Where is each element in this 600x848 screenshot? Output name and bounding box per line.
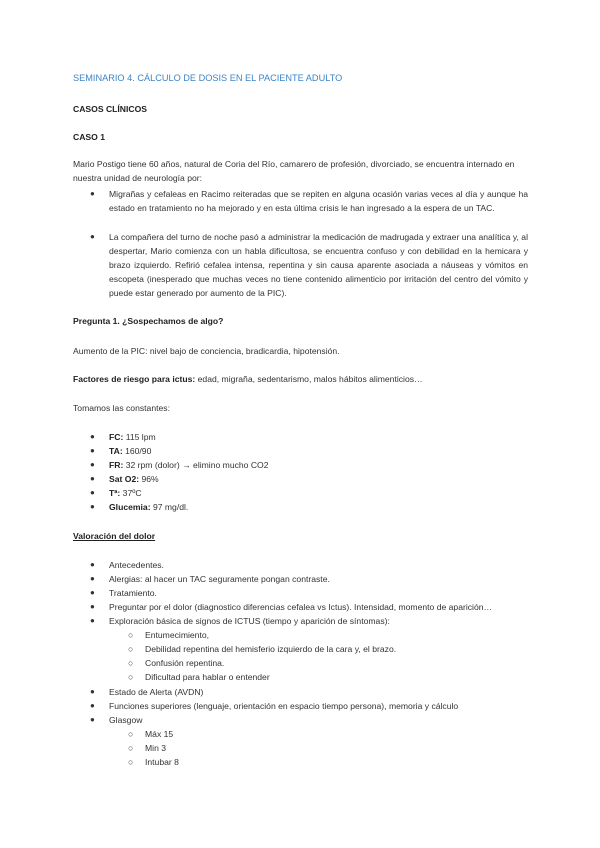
constant-value: 32 rpm (dolor) → elimino mucho CO2 xyxy=(123,460,269,470)
constant-item xyxy=(109,430,156,444)
pain-item: Funciones superiores (lenguaje, orientación en espacio tiempo persona), memoria y cálculo xyxy=(109,701,459,711)
bullet-icon: ● xyxy=(90,474,95,483)
bullet-icon: ● xyxy=(90,687,95,696)
glasgow-subitem: Máx 15 xyxy=(145,729,174,739)
bullet-icon: ● xyxy=(90,460,95,469)
constant-value: 115 lpm xyxy=(123,432,156,442)
constant-label: FC: xyxy=(109,432,124,442)
ictus-subitem: Dificultad para hablar o entender xyxy=(145,672,270,682)
ictus-subitem: Debilidad repentina del hemisferio izquierdo de la cara y, el brazo. xyxy=(145,644,397,654)
glasgow-subitem: Min 3 xyxy=(145,743,167,753)
bullet-icon: ● xyxy=(90,189,95,198)
constant-value: 160/90 xyxy=(122,446,152,456)
ictus-subitem: Entumecimiento, xyxy=(145,630,210,640)
risk-factors-line xyxy=(73,372,423,386)
subbullet-icon: ○ xyxy=(128,672,134,682)
constants-intro: Tomamos las constantes: xyxy=(73,403,170,413)
constant-item xyxy=(109,486,142,500)
section-heading: CASOS CLÍNICOS xyxy=(73,104,148,114)
pain-item: Estado de Alerta (AVDN) xyxy=(109,687,204,697)
constant-value: 96% xyxy=(139,474,159,484)
subbullet-icon: ○ xyxy=(128,630,134,640)
question-1: Pregunta 1. ¿Sospechamos de algo? xyxy=(73,316,224,326)
pain-item: Antecedentes. xyxy=(109,560,164,570)
subbullet-icon: ○ xyxy=(128,644,134,654)
answer-1: Aumento de la PIC: nivel bajo de conciencia, bradicardia, hipotensión. xyxy=(73,346,340,356)
constant-item xyxy=(109,458,269,472)
risk-factors-label: Factores de riesgo para ictus: xyxy=(73,374,196,384)
subbullet-icon: ○ xyxy=(128,743,134,753)
case-heading: CASO 1 xyxy=(73,132,105,142)
pain-item: Tratamiento. xyxy=(109,588,157,598)
bullet-icon: ● xyxy=(90,701,95,710)
bullet-icon: ● xyxy=(90,588,95,597)
pain-item: Alergias: al hacer un TAC seguramente pongan contraste. xyxy=(109,574,330,584)
constant-label: Sat O2: xyxy=(109,474,140,484)
pain-item: Glasgow xyxy=(109,715,143,725)
bullet-icon: ● xyxy=(90,616,95,625)
bullet-icon: ● xyxy=(90,602,95,611)
glasgow-subitem: Intubar 8 xyxy=(145,757,179,767)
constant-item xyxy=(109,472,159,486)
bullet-icon: ● xyxy=(90,502,95,511)
pain-heading: Valoración del dolor xyxy=(73,531,156,541)
bullet-icon: ● xyxy=(90,574,95,583)
bullet-icon: ● xyxy=(90,488,95,497)
constant-label: FR: xyxy=(109,460,124,470)
intro-paragraph: Mario Postigo tiene 60 años, natural de Coria del Río, camarero de profesión, divorciado, se encuentra internado en nuestra unidad de neurología por: xyxy=(73,159,515,183)
bullet-icon: ● xyxy=(90,432,95,441)
constant-label: Glucemia: xyxy=(109,502,151,512)
document-title: SEMINARIO 4. CÁLCULO DE DOSIS EN EL PACIENTE ADULTO xyxy=(73,73,343,83)
constant-value: 37ºC xyxy=(120,488,142,498)
ictus-subitem: Confusión repentina. xyxy=(145,658,225,668)
constant-label: TA: xyxy=(109,446,123,456)
subbullet-icon: ○ xyxy=(128,729,134,739)
constant-value: 97 mg/dl. xyxy=(150,502,189,512)
pain-item: Exploración básica de signos de ICTUS (tiempo y aparición de síntomas): xyxy=(109,616,390,626)
bullet-icon: ● xyxy=(90,560,95,569)
constant-item xyxy=(109,500,188,514)
intro-bullet-2: La compañera del turno de noche pasó a administrar la medicación de madrugada y extraer una analítica y, al despertar, Mario comienza con un habla dificultosa, se encuentra confuso y con debilidad en la hemicara y brazo izquierdo. Refirió cefalea intensa, repentina y sin causa aparente asociada a náuseas y vómitos en escopeta (inesperado que muchas veces no tiene contenido alimenticio por irritación del centro del vómito y puede estar generado por aumento de la PIC). xyxy=(109,232,528,298)
constant-label: Tª: xyxy=(109,488,121,498)
bullet-icon: ● xyxy=(90,232,95,241)
pain-item: Preguntar por el dolor (diagnostico diferencias cefalea vs Ictus). Intensidad, momento de aparición… xyxy=(109,602,493,612)
intro-bullet-1: Migrañas y cefaleas en Racimo reiteradas que se repiten en alguna ocasión varias veces al día y aunque ha estado en tratamiento no ha mejorado y en esta última crisis le han ingresado a la espera de un TAC. xyxy=(109,189,528,213)
subbullet-icon: ○ xyxy=(128,658,134,668)
constant-item xyxy=(109,444,151,458)
bullet-icon: ● xyxy=(90,446,95,455)
subbullet-icon: ○ xyxy=(128,757,134,767)
bullet-icon: ● xyxy=(90,715,95,724)
risk-factors-text: edad, migraña, sedentarismo, malos hábitos alimenticios… xyxy=(195,374,423,384)
